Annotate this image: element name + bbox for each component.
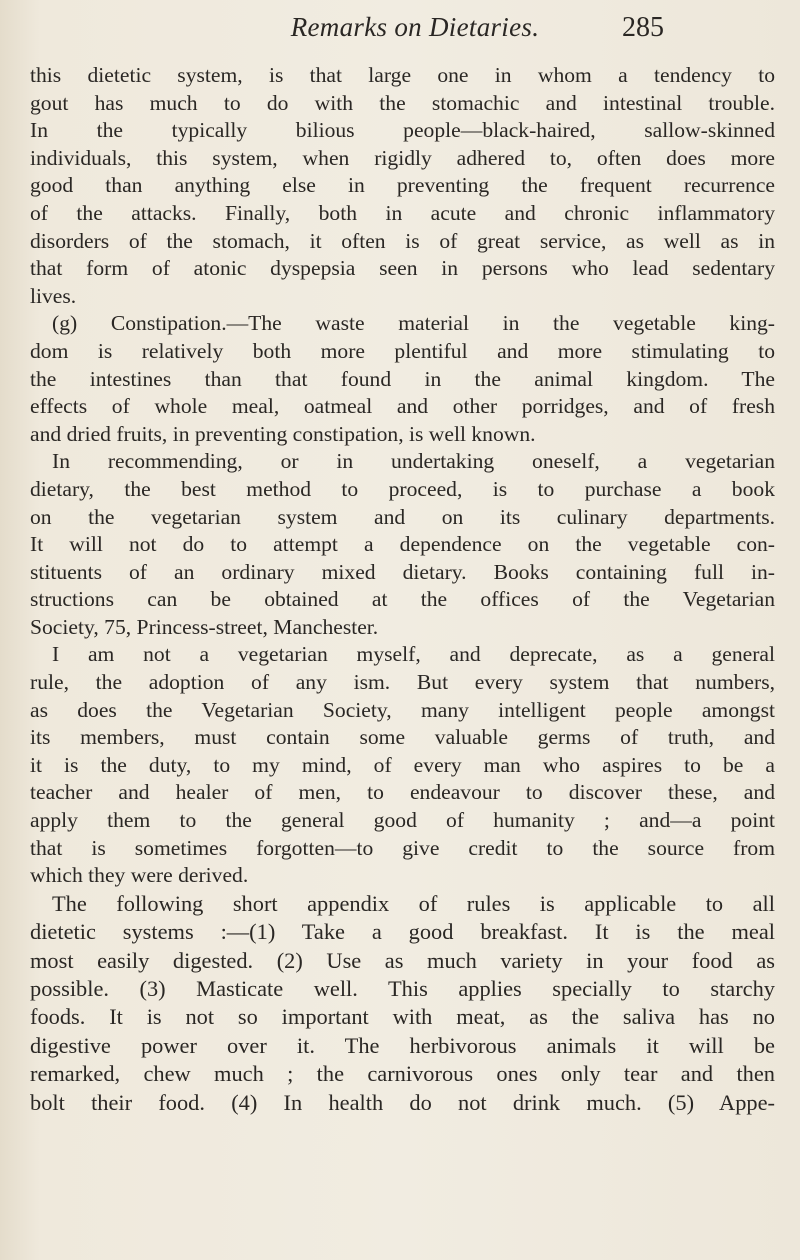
text-line: on the vegetarian system and on its culinary departments. [30, 504, 775, 529]
running-title: Remarks on Dietaries. [290, 12, 540, 42]
text-line: dietetic systems :—(1) Take a good breakfast. It is the meal [30, 919, 775, 945]
page-header [0, 12, 800, 52]
text-line: dietary, the best method to proceed, is to purchase a book [30, 476, 775, 501]
text-line: effects of whole meal, oatmeal and other porridges, and of fresh [30, 394, 775, 419]
text-line: gout has much to do with the stomachic and intestinal trouble. [30, 90, 775, 115]
text-line: possible. (3) Masticate well. This applies specially to starchy [30, 975, 775, 1001]
text-line: good than anything else in preventing the frequent recurrence [30, 173, 775, 198]
text-line: its members, must contain some valuable germs of truth, and [30, 725, 775, 750]
appendix-paragraph [30, 890, 775, 1117]
text-line: In recommending, or in undertaking oneself, a vegetarian [52, 449, 775, 474]
text-line: it is the duty, to my mind, of every man who aspires to be a [30, 752, 775, 777]
text-line: rule, the adoption of any ism. But every system that numbers, [30, 670, 775, 695]
text-line: disorders of the stomach, it often is of great service, as well as in [30, 228, 775, 253]
text-line: and dried fruits, in preventing constipation, is well known. [30, 421, 536, 446]
text-line: I am not a vegetarian myself, and deprecate, as a general [52, 642, 775, 667]
text-line: which they were derived. [30, 863, 249, 888]
text-line: teacher and healer of men, to endeavour to discover these, and [30, 780, 775, 805]
text-line: that form of atonic dyspepsia seen in persons who lead sedentary [30, 256, 775, 281]
text-line: The following short appendix of rules is applicable to all [52, 890, 775, 916]
text-line: this dietetic system, is that large one in whom a tendency to [30, 63, 775, 87]
text-line: the intestines than that found in the animal kingdom. The [30, 366, 775, 391]
text-line: as does the Vegetarian Society, many intelligent people amongst [30, 697, 775, 722]
text-line: structions can be obtained at the offices of the Vegetarian [30, 587, 775, 612]
text-line: apply them to the general good of humanity ; and—a point [30, 808, 775, 833]
text-line: individuals, this system, when rigidly adhered to, often does more [30, 145, 775, 170]
text-line: (g) Constipation.—The waste material in the vegetable king- [52, 311, 775, 336]
text-line: that is sometimes forgotten—to give credit to the source from [30, 835, 775, 860]
text-line: of the attacks. Finally, both in acute and chronic inflammatory [30, 200, 775, 225]
text-line: dom is relatively both more plentiful and more stimulating to [30, 338, 775, 363]
text-line: In the typically bilious people—black-haired, sallow-skinned [30, 118, 775, 143]
text-line: It will not do to attempt a dependence on the vegetable con- [30, 532, 775, 557]
text-line: bolt their food. (4) In health do not drink much. (5) Appe- [30, 1089, 775, 1115]
body-text [30, 62, 775, 1117]
text-line: lives. [30, 283, 77, 308]
text-line: Society, 75, Princess-street, Manchester. [30, 614, 379, 639]
text-line: stituents of an ordinary mixed dietary. Books containing full in- [30, 559, 775, 584]
text-line: most easily digested. (2) Use as much variety in your food as [30, 947, 775, 973]
text-line: foods. It is not so important with meat, as the saliva has no [30, 1004, 775, 1030]
page-number: 285 [622, 12, 664, 43]
text-line: remarked, chew much ; the carnivorous ones only tear and then [30, 1061, 775, 1087]
text-line: digestive power over it. The herbivorous animals it will be [30, 1032, 775, 1058]
